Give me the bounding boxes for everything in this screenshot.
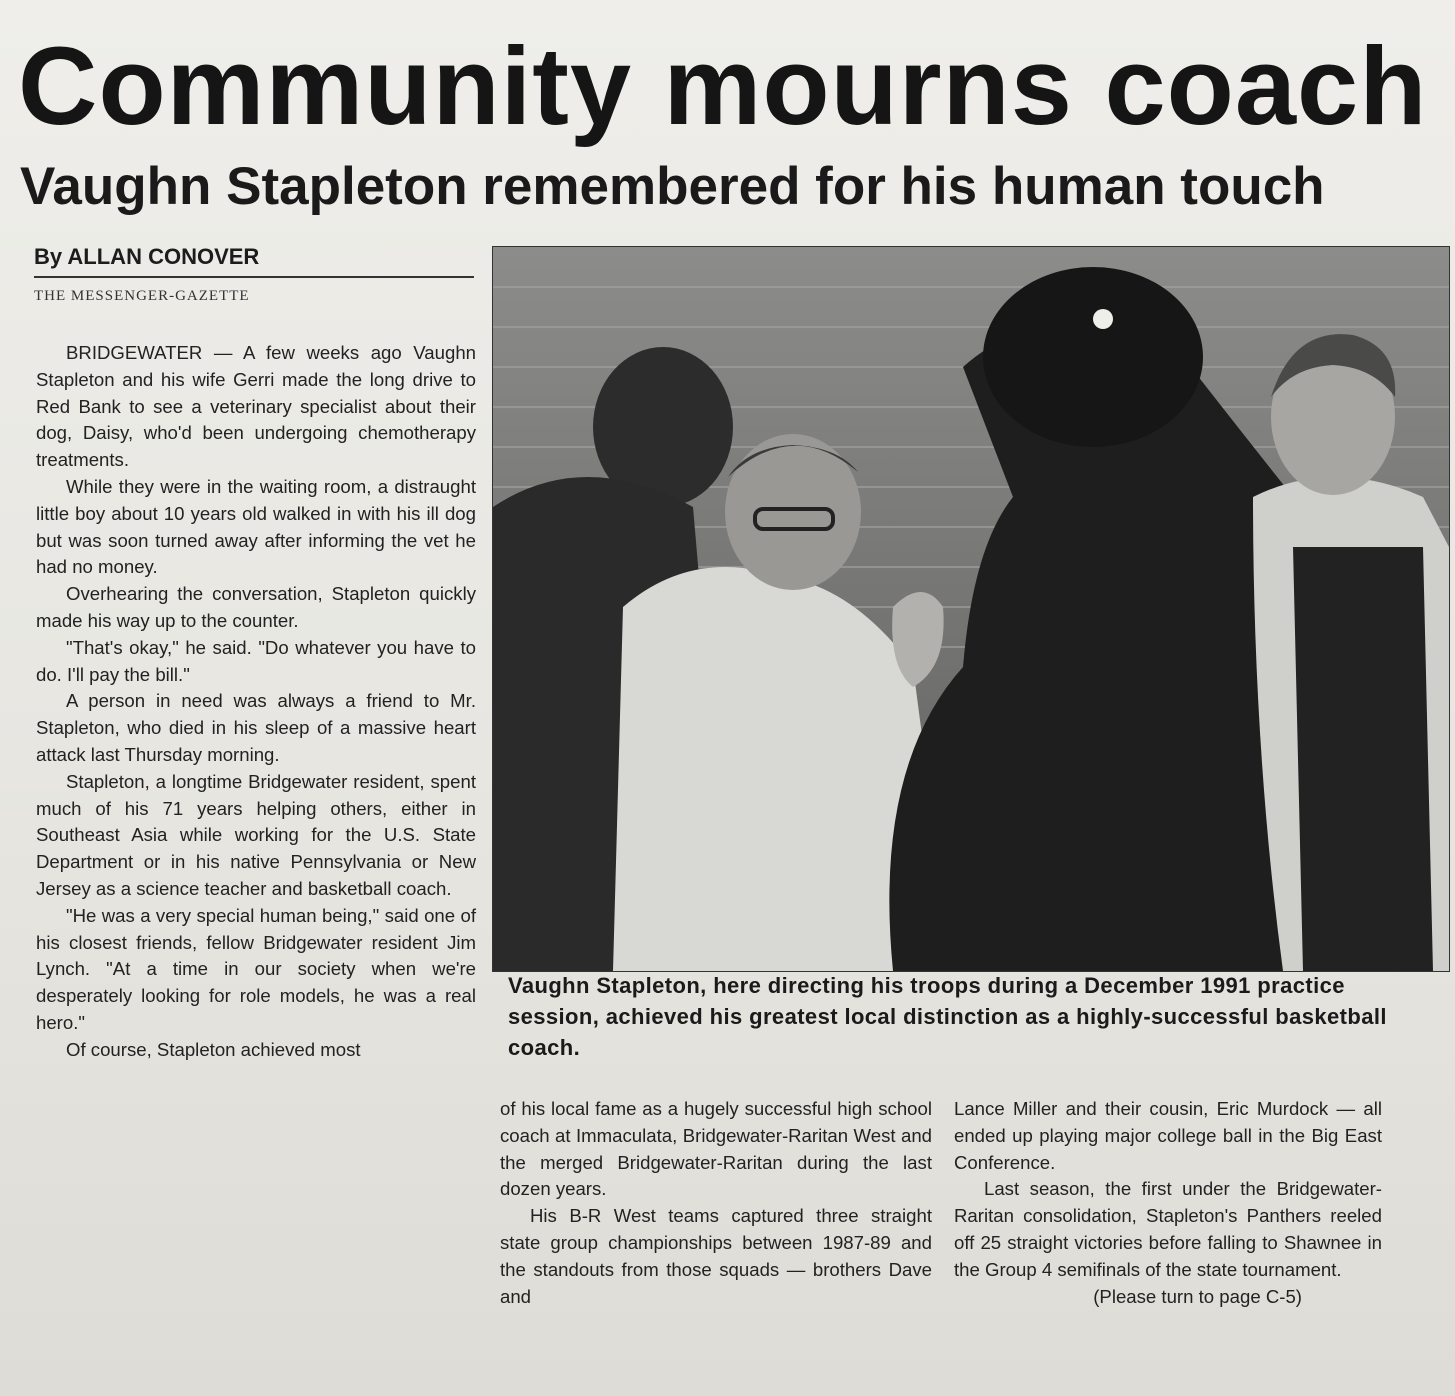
paragraph: Last season, the first under the Bridgewater-Raritan consolidation, Stapleton's Panthers reeled off 25 straight victories before falling to Shawnee in the Group 4 semifinals of the state tournament. bbox=[954, 1178, 1382, 1280]
paragraph: Lance Miller and their cousin, Eric Murdock — all ended up playing major college ball in the Big East Conference. bbox=[954, 1098, 1382, 1173]
subheadline: Vaughn Stapleton remembered for his human touch bbox=[20, 157, 1325, 216]
photo-illustration bbox=[493, 247, 1449, 971]
paragraph: BRIDGEWATER — A few weeks ago Vaughn Stapleton and his wife Gerri made the long drive to Red Bank to see a veterinary specialist about their dog, Daisy, who'd been undergoing chemotherapy treatments. bbox=[36, 342, 476, 471]
paragraph: "That's okay," he said. "Do whatever you have to do. I'll pay the bill." bbox=[36, 636, 476, 685]
photo-mark bbox=[1093, 309, 1113, 329]
paragraph: A person in need was always a friend to Mr. Stapleton, who died in his sleep of a massive heart attack last Thursday morning. bbox=[36, 690, 476, 765]
center-player-head bbox=[983, 267, 1203, 447]
paragraph: of his local fame as a hugely successful high school coach at Immaculata, Bridgewater-Raritan West and the merged Bridgewater-Raritan during the last dozen years. bbox=[500, 1098, 932, 1200]
byline: By ALLAN CONOVER bbox=[34, 242, 474, 278]
paragraph: Overhearing the conversation, Stapleton quickly made his way up to the counter. bbox=[36, 583, 476, 631]
paragraph: Stapleton, a longtime Bridgewater resident, spent much of his 71 years helping others, either in Southeast Asia while working for the U.S. State Department or in his native Pennsylvania or New Jersey as a science teacher and basketball coach. bbox=[36, 770, 476, 899]
article-column-2 bbox=[500, 1096, 932, 1310]
paragraph: While they were in the waiting room, a distraught little boy about 10 years old walked in with his ill dog but was soon turned away after informing the vet he had no money. bbox=[36, 475, 476, 578]
article-photo bbox=[492, 246, 1450, 972]
continued-notice: (Please turn to page C-5) bbox=[1093, 1285, 1302, 1307]
paragraph: Of course, Stapleton achieved most bbox=[66, 1038, 361, 1060]
publication-name: THE MESSENGER-GAZETTE bbox=[34, 288, 250, 304]
right-player-jersey bbox=[1293, 547, 1433, 971]
article-column-1 bbox=[36, 340, 476, 1064]
paragraph: His B-R West teams captured three straight state group championships between 1987-89 and the standouts from those squads — brothers Dave and bbox=[500, 1205, 932, 1307]
paragraph: "He was a very special human being," said one of his closest friends, fellow Bridgewater resident Jim Lynch. "At a time in our society when we're desperately looking for role models, he was a real hero." bbox=[36, 904, 476, 1033]
photo-caption: Vaughn Stapleton, here directing his troops during a December 1991 practice session, achieved his greatest local distinction as a highly-successful basketball coach. bbox=[508, 973, 1387, 1060]
headline: Community mourns coach bbox=[18, 25, 1428, 148]
article-column-3 bbox=[954, 1096, 1382, 1310]
